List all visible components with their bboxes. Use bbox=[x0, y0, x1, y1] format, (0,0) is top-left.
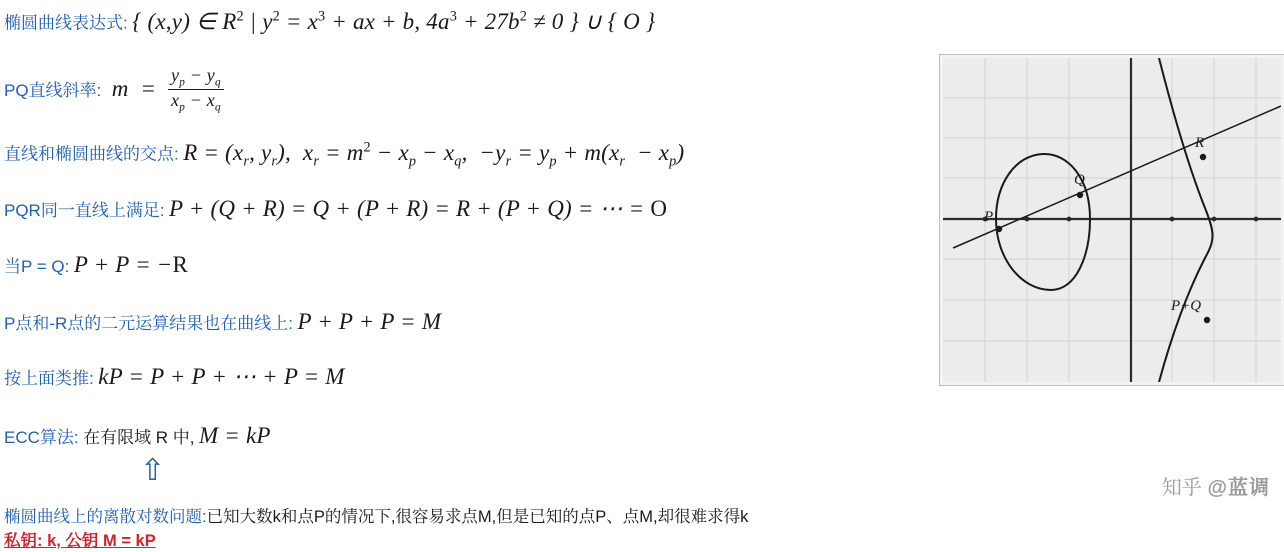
row-label: 当P = Q: bbox=[4, 257, 70, 276]
point-q bbox=[1077, 192, 1083, 198]
point-p-plus-q bbox=[1204, 317, 1210, 323]
footer-line-2 bbox=[4, 527, 156, 551]
chart-svg bbox=[943, 58, 1281, 382]
watermark-handle: @蓝调 bbox=[1207, 477, 1270, 499]
formula-row bbox=[4, 423, 271, 449]
row-formula: kP = P + P + ⋯ + P = M bbox=[98, 364, 345, 389]
fraction: $\frac{y_p - y_q}{x_p - x_q}$ bbox=[168, 65, 224, 115]
row-prefix: 在有限域 R 中, bbox=[83, 428, 195, 447]
chart-axes bbox=[943, 58, 1281, 382]
footer-keys-text: 私钥: k, 公钥 M = kP bbox=[4, 532, 156, 550]
formula-row bbox=[4, 309, 441, 335]
point-r bbox=[1200, 154, 1206, 160]
row-formula: m = $\frac{y_p - y_q}{x_p - x_q}$ bbox=[106, 76, 224, 101]
elliptic-curve-chart bbox=[940, 55, 1284, 385]
row-formula: P + P = −R bbox=[73, 252, 189, 277]
row-formula: $R = (x_r$, $y_r$), $x_r = m^2 - x_p - x_q$, $-y_r = y_p + m(x_r - x_p)$ bbox=[183, 139, 685, 170]
label-p: P bbox=[984, 209, 994, 225]
formula-row bbox=[4, 139, 684, 170]
row-label: 按上面类推: bbox=[4, 369, 94, 388]
point-p bbox=[996, 226, 1002, 232]
watermark-site: 知乎 bbox=[1161, 477, 1202, 499]
footer-label: 椭圆曲线上的离散对数问题: bbox=[4, 508, 207, 526]
row-label: ECC算法: bbox=[4, 428, 79, 447]
watermark bbox=[1162, 471, 1270, 500]
row-formula: { (x,y) ∈ $R^2$ | $y^2 = x^3$ + ax + b, $4a^3 + 27b^2 \ne 0$ } ∪ { O } bbox=[132, 8, 656, 34]
row-label: PQR同一直线上满足: bbox=[4, 201, 165, 220]
formula-row bbox=[4, 8, 655, 35]
formula-row bbox=[4, 252, 188, 278]
label-p-plus-q: P+Q bbox=[1171, 298, 1202, 314]
row-label: P点和-R点的二元运算结果也在曲线上: bbox=[4, 314, 293, 333]
row-label: 椭圆曲线表达式: bbox=[4, 13, 128, 33]
chart-point-labels bbox=[983, 135, 1204, 314]
formula-row bbox=[4, 196, 667, 222]
row-formula: M = kP bbox=[198, 423, 271, 448]
footer-text: 已知大数k和点P的情况下,很容易求点M,但是已知的点P、点M,却很难求得k bbox=[206, 508, 749, 526]
footer-line-1 bbox=[4, 503, 748, 527]
row-label: PQ直线斜率: bbox=[4, 81, 102, 101]
label-q: Q bbox=[1074, 172, 1085, 188]
row-label: 直线和椭圆曲线的交点: bbox=[4, 144, 179, 164]
formula-row bbox=[4, 66, 224, 116]
secant-line-pqr bbox=[953, 106, 1281, 248]
up-arrow-icon: ⇧ bbox=[140, 454, 166, 487]
row-formula: P + P + P = M bbox=[297, 309, 442, 334]
row-formula: P + (Q + R) = Q + (P + R) = R + (P + Q) = ⋯ = O bbox=[169, 196, 668, 221]
formula-row bbox=[4, 364, 345, 390]
label-r: R bbox=[1195, 135, 1205, 151]
